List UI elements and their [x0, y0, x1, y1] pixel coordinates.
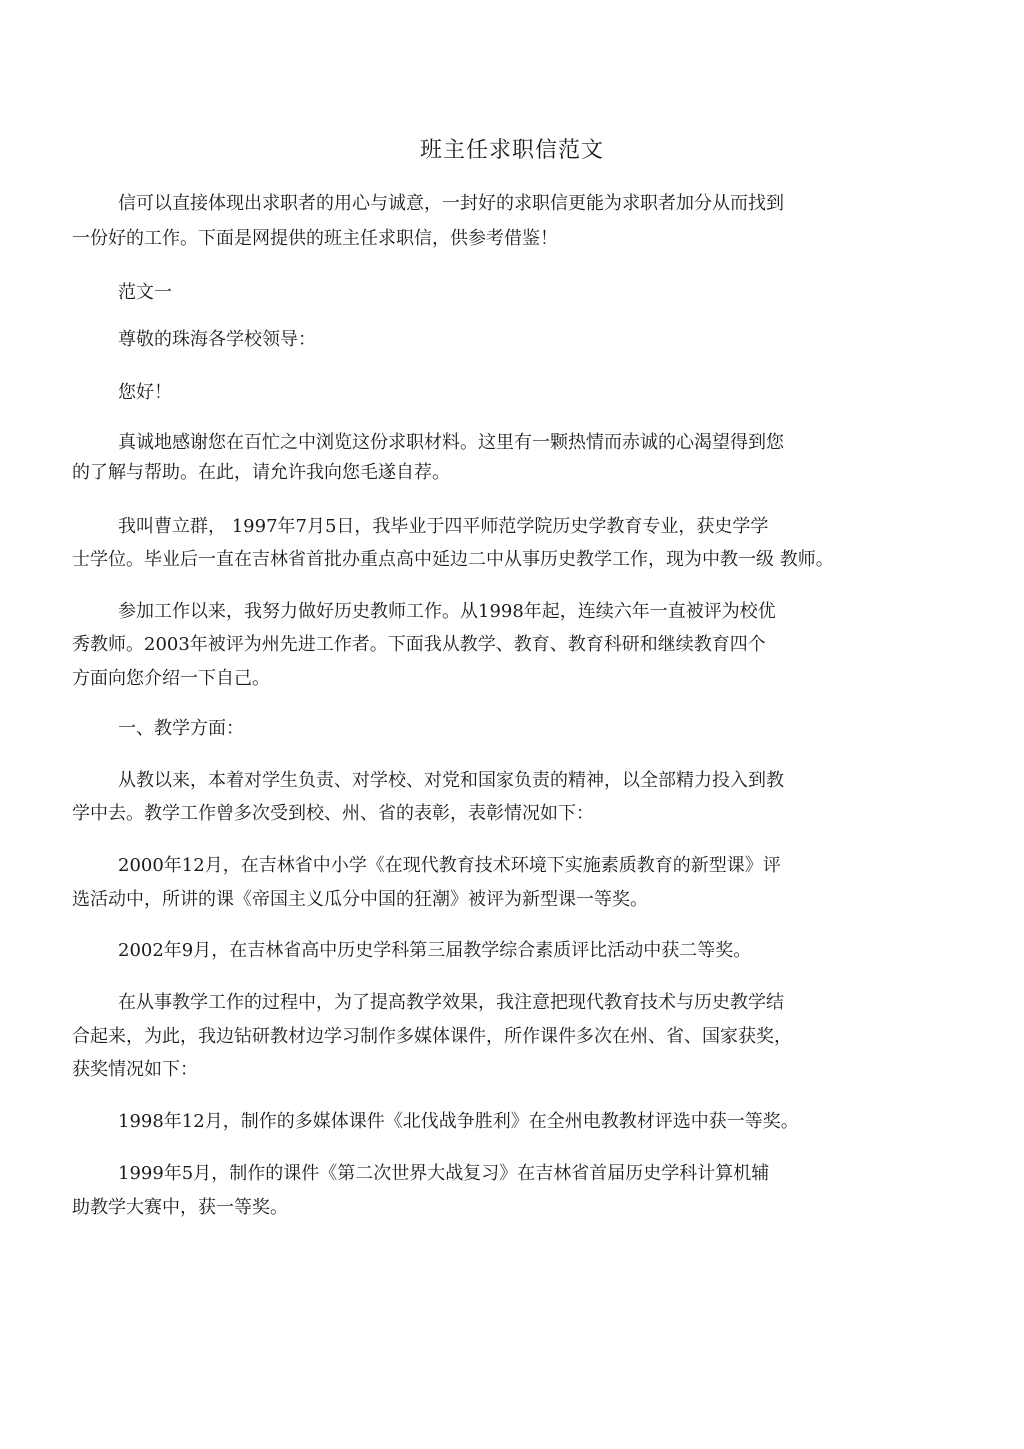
- paragraph-line: 从教以来，本着对学生负责、对学校、对党和国家负责的精神，以全部精力投入到教: [118, 770, 784, 791]
- paragraph-line: 1998年12月，制作的多媒体课件《北伐战争胜利》在全州电教教材评选中获一等奖。: [118, 1111, 799, 1132]
- greeting-line: 您好！: [118, 382, 172, 403]
- paragraph-line: 获奖情况如下：: [72, 1059, 198, 1080]
- paragraph-line: 的了解与帮助。在此，请允许我向您毛遂自荐。: [72, 462, 450, 483]
- paragraph-line: 在从事教学工作的过程中，为了提高教学效果，我注意把现代教育技术与历史教学结: [118, 992, 784, 1013]
- document-title: 班主任求职信范文: [419, 138, 604, 163]
- section-label: 范文一: [118, 282, 172, 303]
- paragraph-line: 学中去。教学工作曾多次受到校、州、省的表彰，表彰情况如下：: [72, 803, 594, 824]
- salutation-line: 尊敬的珠海各学校领导：: [118, 329, 316, 350]
- paragraph-line: 合起来，为此，我边钻研教材边学习制作多媒体课件，所作课件多次在州、省、国家获奖，: [72, 1026, 792, 1047]
- paragraph-line: 方面向您介绍一下自己。: [72, 668, 270, 689]
- paragraph-line: 1999年5月，制作的课件《第二次世界大战复习》在吉林省首届历史学科计算机辅: [118, 1163, 770, 1184]
- paragraph-line: 一份好的工作。下面是网提供的班主任求职信，供参考借鉴！: [72, 228, 558, 249]
- paragraph-line: 信可以直接体现出求职者的用心与诚意，一封好的求职信更能为求职者加分从而找到: [118, 193, 784, 214]
- section-heading: 一、教学方面：: [118, 718, 244, 739]
- paragraph-line: 秀教师。2003年被评为州先进工作者。下面我从教学、教育、教育科研和继续教育四个: [72, 634, 766, 655]
- paragraph-line: 真诚地感谢您在百忙之中浏览这份求职材料。这里有一颗热情而赤诚的心渴望得到您: [118, 432, 784, 453]
- paragraph-line: 2002年9月，在吉林省高中历史学科第三届教学综合素质评比活动中获二等奖。: [118, 940, 752, 961]
- paragraph-line: 参加工作以来，我努力做好历史教师工作。从1998年起，连续六年一直被评为校优: [118, 601, 776, 622]
- paragraph-line: 士学位。毕业后一直在吉林省首批办重点高中延边二中从事历史教学工作，现为中教一级 教师。: [72, 549, 834, 570]
- paragraph-line: 2000年12月，在吉林省中小学《在现代教育技术环境下实施素质教育的新型课》评: [118, 855, 781, 876]
- paragraph-line: 助教学大赛中，获一等奖。: [72, 1197, 288, 1218]
- paragraph-line: 选活动中，所讲的课《帝国主义瓜分中国的狂潮》被评为新型课一等奖。: [72, 889, 648, 910]
- paragraph-line: 我叫曹立群， 1997年7月5日，我毕业于四平师范学院历史学教育专业，获史学学: [118, 516, 769, 537]
